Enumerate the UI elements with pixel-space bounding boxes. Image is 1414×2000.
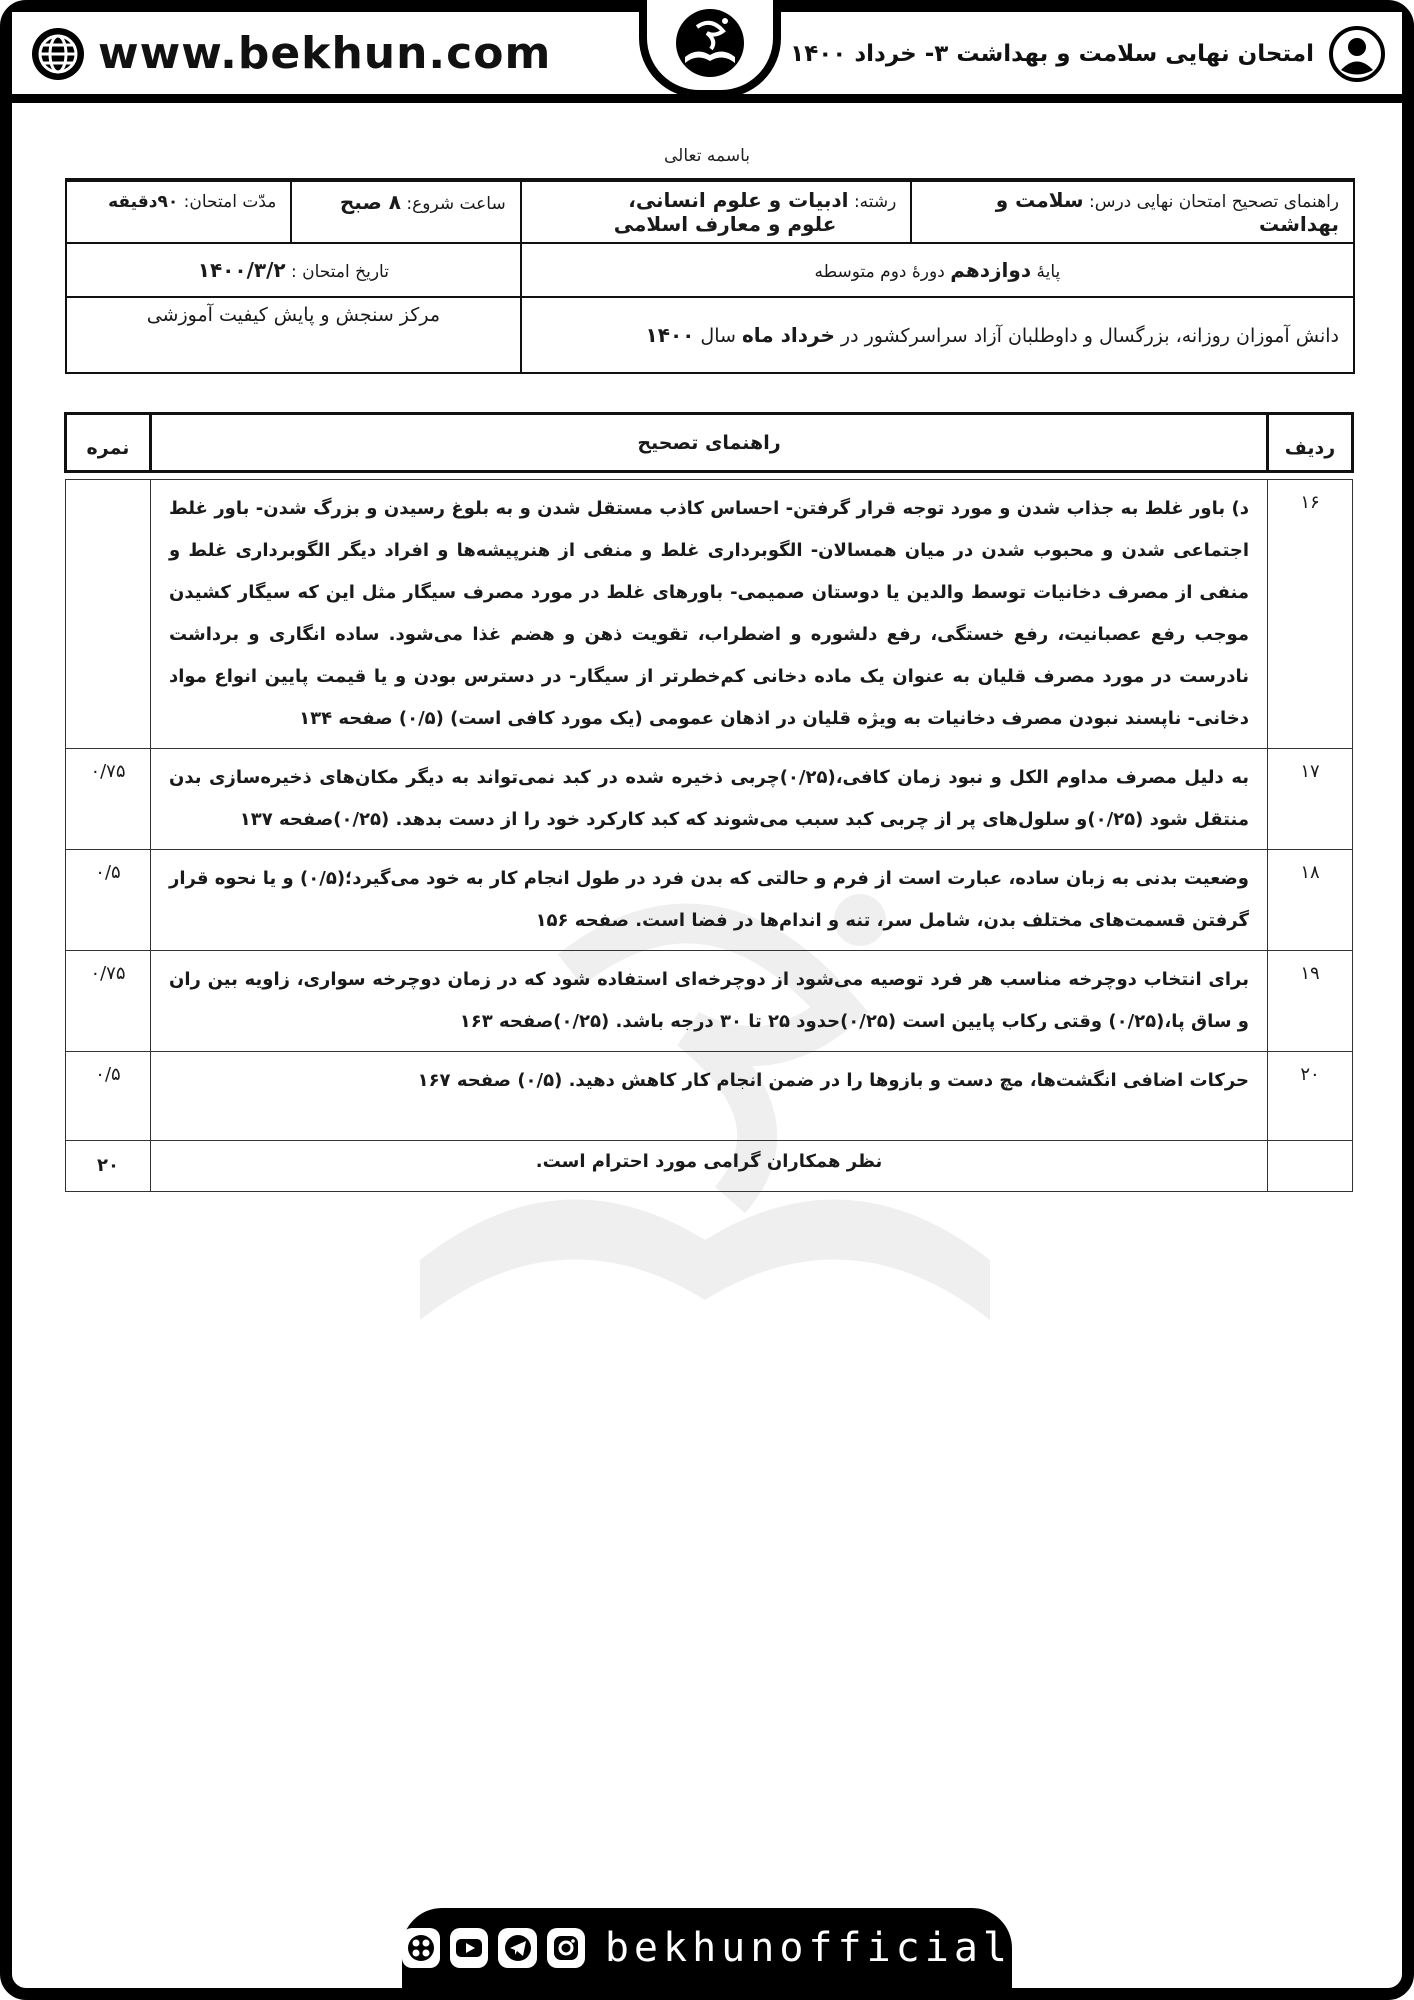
table-row: ۲۰ حرکات اضافی انگشت‌ها، مچ دست و بازوها را در ضمن انجام کار کاهش دهید. (۰/۵) صفحه ۱۶۷ ۰/۵	[66, 1052, 1353, 1141]
header-score: نمره	[66, 414, 151, 472]
header-row: ردیف	[1268, 414, 1353, 472]
exam-title: امتحان نهایی سلامت و بهداشت ۳- خرداد ۱۴۰۰	[790, 41, 1314, 67]
answer-text: برای انتخاب دوچرخه مناسب هر فرد توصیه می‌شود از دوچرخه‌ای استفاده شود که در زمان دوچرخه سواری، زاویه بین ران و ساق پا،(۰/۲۵) وقتی رکاب پایین است (۰/۲۵)حدود ۲۵ تا ۳۰ درجه باشد. (۰/۲۵)صفحه ۱۶۳	[151, 951, 1268, 1052]
field-line1: ادبیات و علوم انسانی،	[628, 188, 849, 212]
answer-text: حرکات اضافی انگشت‌ها، مچ دست و بازوها را در ضمن انجام کار کاهش دهید. (۰/۵) صفحه ۱۶۷	[151, 1052, 1268, 1141]
footer-note: نظر همکاران گرامی مورد احترام است.	[151, 1141, 1268, 1192]
total-score: ۲۰	[66, 1141, 151, 1192]
table-row: ۱۶ د) باور غلط به جذاب شدن و مورد توجه قرار گرفتن- احساس کاذب مستقل شدن و به بلوغ رسیدن و بزرگ شدن- باور غلط اجتماعی شدن و محبوب شدن در میان همسالان- الگوبرداری غلط و منفی از هنرپیشه‌ها و افراد دیگر الگوبرداری غلط و منفی از مصرف دخانیات توسط والدین یا دوستان صمیمی- باورهای غلط در مورد مصرف سیگار مثل این که سیگار کشیدن موجب رفع عصبانیت، رفع خستگی، رفع دلشوره و اضطراب، تقویت ذهن و هضم غذا می‌شود. ساده انگاری و برداشت نادرست در مورد مصرف قلیان به عنوان یک ماده دخانی کم‌خطرتر از سیگار- در دسترس بودن و یا قیمت پایین انواع مواد دخانی- ناپسند نبودن مصرف دخانیات به ویژه قلیان در اذهان عمومی (یک مورد کافی است) (۰/۵) صفحه ۱۳۴	[66, 480, 1353, 749]
social-handle[interactable]: bekhunofficial	[604, 1925, 1012, 1971]
book-logo-icon	[667, 7, 753, 83]
subject-cell: راهنمای تصحیح امتحان نهایی درس: سلامت و بهداشت	[911, 180, 1354, 243]
center-cell	[66, 297, 521, 373]
exam-month: خرداد ماه	[741, 323, 835, 347]
grade: دوازدهم	[950, 258, 1032, 282]
start-time-cell: ساعت شروع: ۸ صبح	[291, 180, 520, 243]
social-bar	[402, 1908, 1012, 1988]
exam-date: ۱۴۰۰/۳/۲	[197, 258, 286, 282]
exam-year: ۱۴۰۰	[645, 323, 695, 347]
students-cell: دانش آموزان روزانه، بزرگسال و داوطلبان آزاد سراسرکشور در خرداد ماه سال ۱۴۰۰	[521, 297, 1354, 373]
telegram-icon[interactable]	[498, 1928, 536, 1968]
grade-cell: پایهٔ دوازدهم دورهٔ دوم متوسطه	[521, 243, 1354, 297]
date-cell: تاریخ امتحان : ۱۴۰۰/۳/۲	[66, 243, 521, 297]
instagram-icon[interactable]	[547, 1928, 585, 1968]
answer-text: د) باور غلط به جذاب شدن و مورد توجه قرار گرفتن- احساس کاذب مستقل شدن و به بلوغ رسیدن و بزرگ شدن- باور غلط اجتماعی شدن و محبوب شدن در میان همسالان- الگوبرداری غلط و منفی از هنرپیشه‌ها و افراد دیگر الگوبرداری غلط و منفی از مصرف دخانیات توسط والدین یا دوستان صمیمی- باورهای غلط در مورد مصرف سیگار مثل این که سیگار کشیدن موجب رفع عصبانیت، رفع خستگی، رفع دلشوره و اضطراب، تقویت ذهن و هضم غذا می‌شود. ساده انگاری و برداشت نادرست در مورد مصرف قلیان به عنوان یک ماده دخانی کم‌خطرتر از سیگار- در دسترس بودن و یا قیمت پایین انواع مواد دخانی- ناپسند نبودن مصرف دخانیات به ویژه قلیان در اذهان عمومی (یک مورد کافی است) (۰/۵) صفحه ۱۳۴	[151, 480, 1268, 749]
start-time: ۸ صبح	[339, 190, 401, 214]
user-icon	[1328, 25, 1386, 83]
youtube-icon[interactable]	[450, 1928, 488, 1968]
brand-logo	[639, 0, 781, 98]
answer-text: وضعیت بدنی به زبان ساده، عبارت است از فرم و حالتی که بدن فرد در طول انجام کار به خود می‌گیرد؛(۰/۵) و یا نحوه قرار گرفتن قسمت‌های مختلف بدن، شامل سر، تنه و اندام‌ها در فضا است. صفحه ۱۵۶	[151, 850, 1268, 951]
globe-icon	[30, 26, 86, 82]
website-link[interactable]	[30, 26, 551, 82]
table-header	[66, 414, 1353, 472]
exam-center: مرکز سنجش و پایش کیفیت آموزشی	[146, 304, 440, 326]
duration-cell: مدّت امتحان: ۹۰دقیقه	[66, 180, 291, 243]
header-bar	[12, 12, 1402, 103]
aparat-icon[interactable]	[402, 1928, 440, 1968]
header-guide: راهنمای تصحیح	[151, 414, 1268, 472]
answer-text: به دلیل مصرف مداوم الکل و نبود زمان کافی،(۰/۲۵)چربی ذخیره شده در کبد نمی‌تواند به دیگر مکان‌های ذخیره‌سازی بدن منتقل شود (۰/۲۵)و سلول‌های پر از چربی کبد سبب می‌شوند که کبد کارکرد خود را از دست بدهد. (۰/۲۵)صفحه ۱۳۷	[151, 749, 1268, 850]
table-row: ۱۹ برای انتخاب دوچرخه مناسب هر فرد توصیه می‌شود از دوچرخه‌ای استفاده شود که در زمان دوچرخه سواری، زاویه بین ران و ساق پا،(۰/۲۵) وقتی رکاب پایین است (۰/۲۵)حدود ۲۵ تا ۳۰ درجه باشد. (۰/۲۵)صفحه ۱۶۳ ۰/۷۵	[66, 951, 1353, 1052]
field-line2: علوم و معارف اسلامی	[613, 212, 837, 236]
exam-title-block	[790, 26, 1386, 82]
field-cell: رشته: ادبیات و علوم انسانی، علوم و معارف اسلامی	[521, 180, 912, 243]
bismillah: باسمه تعالی	[664, 146, 750, 166]
exam-info-table	[65, 178, 1355, 374]
website-url: www.bekhun.com	[98, 28, 552, 79]
table-row: ۱۸ وضعیت بدنی به زبان ساده، عبارت است از فرم و حالتی که بدن فرد در طول انجام کار به خود می‌گیرد؛(۰/۵) و یا نحوه قرار گرفتن قسمت‌های مختلف بدن، شامل سر، تنه و اندام‌ها در فضا است. صفحه ۱۵۶ ۰/۵	[66, 850, 1353, 951]
subject: سلامت و بهداشت	[995, 188, 1339, 236]
answer-key-table	[64, 412, 1354, 1192]
table-footer-row	[66, 1141, 1353, 1192]
duration: ۹۰دقیقه	[108, 192, 179, 212]
table-row: ۱۷ به دلیل مصرف مداوم الکل و نبود زمان کافی،(۰/۲۵)چربی ذخیره شده در کبد نمی‌تواند به دیگر مکان‌های ذخیره‌سازی بدن منتقل شود (۰/۲۵)و سلول‌های پر از چربی کبد سبب می‌شوند که کبد کارکرد خود را از دست بدهد. (۰/۲۵)صفحه ۱۳۷ ۰/۷۵	[66, 749, 1353, 850]
